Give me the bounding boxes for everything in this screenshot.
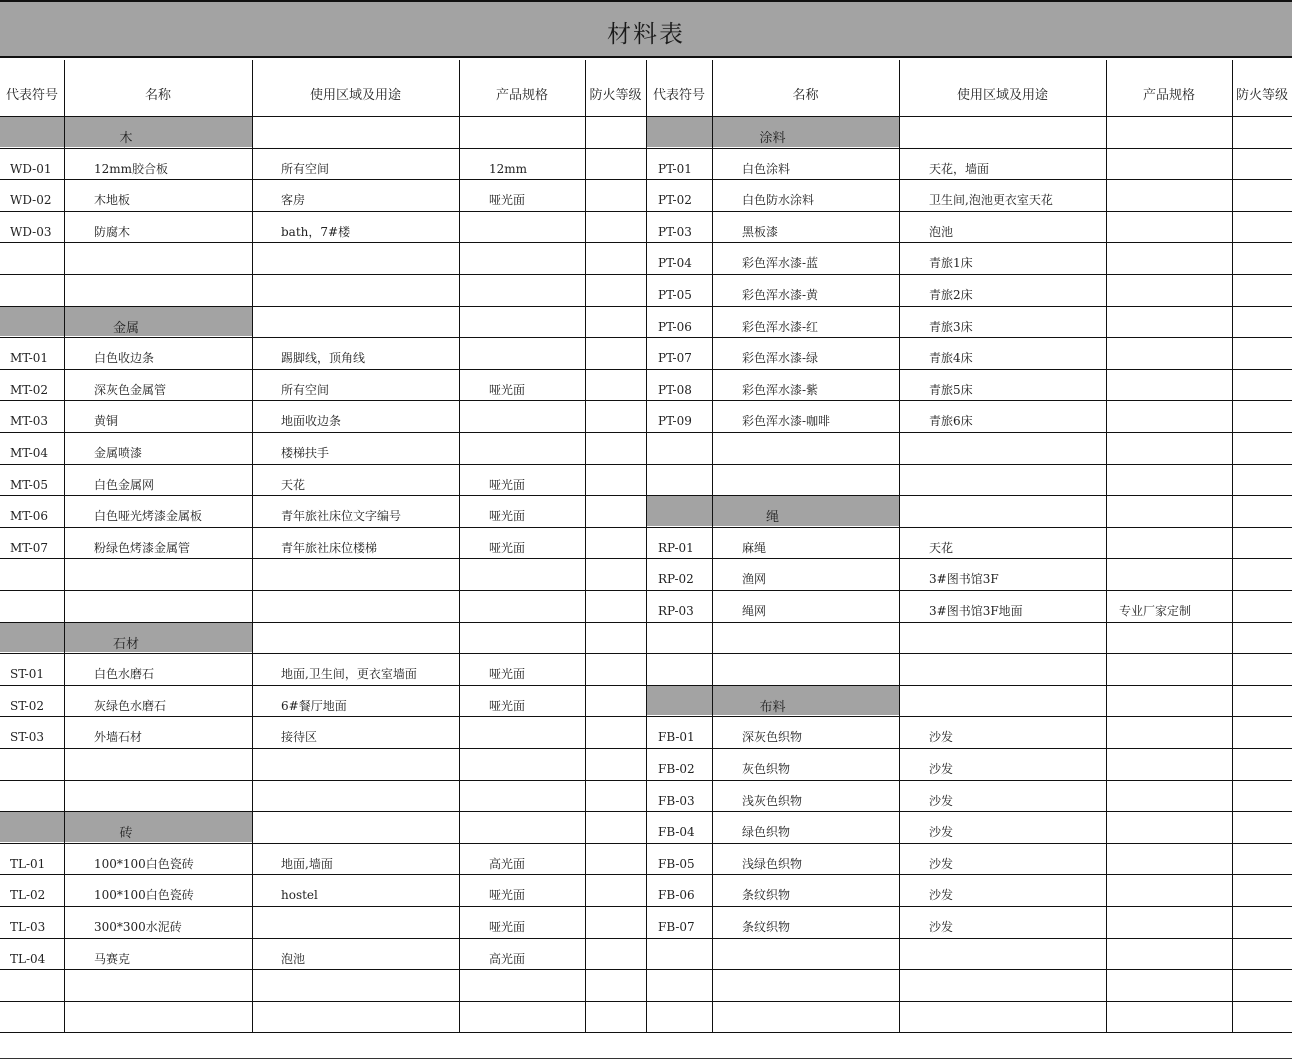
left-cell-code: MT-01	[10, 351, 49, 366]
left-cell-spec: 哑光面	[489, 667, 526, 682]
left-cell-spec	[489, 432, 581, 464]
right-cell-name: 彩色浑水漆-绿	[742, 351, 819, 366]
right-cell-area: 青旅3床	[929, 319, 973, 334]
right-cell-name: 麻绳	[742, 540, 767, 555]
left-cell-spec: 哑光面	[489, 540, 526, 555]
left-cell-name: 外墙石材	[94, 730, 143, 745]
right-cell-area: 天花，墙面	[929, 161, 990, 176]
right-section-header: 布料	[646, 686, 899, 716]
left-cell-spec: 哑光面	[489, 920, 526, 934]
right-cell-code: PT-02	[658, 193, 692, 208]
left-cell-name: 12mm胶合板	[94, 161, 169, 176]
right-cell-area: 3#图书馆3F	[929, 572, 999, 587]
right-cell-name: 彩色浑水漆-黄	[742, 288, 819, 302]
left-cell-code: WD-03	[10, 224, 52, 239]
right-header-1: 名称	[792, 88, 819, 103]
left-cell-name: 金属喷漆	[94, 446, 143, 460]
right-cell-spec	[1119, 780, 1228, 812]
right-cell-name: 绿色织物	[742, 825, 791, 840]
right-cell-code: PT-01	[658, 161, 692, 176]
left-cell-area: 地面,墙面	[281, 856, 333, 871]
left-cell-spec: 哑光面	[489, 698, 526, 713]
left-cell-spec: 哑光面	[489, 509, 526, 524]
right-header-0: 代表符号	[652, 88, 705, 103]
right-section-header: 涂料	[646, 117, 899, 147]
left-cell-area: 地面收边条	[281, 414, 342, 429]
left-cell-code: MT-03	[10, 414, 49, 429]
right-cell-area: 青旅2床	[929, 288, 973, 302]
left-cell-name: 白色水磨石	[94, 667, 155, 682]
right-cell-name: 条纹织物	[742, 888, 791, 903]
left-header-0: 代表符号	[5, 88, 58, 103]
left-section-header: 木	[0, 117, 252, 147]
right-cell-name: 灰色织物	[742, 762, 791, 776]
right-cell-spec	[1119, 369, 1228, 401]
column-divider	[899, 60, 900, 1032]
right-cell-code: FB-04	[658, 825, 695, 840]
right-cell-code: FB-01	[658, 730, 695, 745]
left-cell-name: 白色金属网	[94, 477, 155, 492]
column-divider	[1106, 60, 1107, 1032]
left-cell-name: 深灰色金属管	[94, 382, 167, 397]
left-cell-spec	[489, 400, 581, 432]
right-cell-code: FB-02	[658, 762, 695, 776]
right-cell-area: 沙发	[929, 888, 954, 903]
right-cell-name: 彩色浑水漆-蓝	[742, 256, 819, 271]
left-cell-name: 白色哑光烤漆金属板	[94, 509, 203, 524]
column-divider	[64, 60, 65, 1032]
left-cell-area: 客房	[281, 193, 306, 208]
column-divider	[585, 60, 586, 1032]
right-header-4: 防火等级	[1235, 88, 1288, 103]
left-cell-code: ST-03	[10, 730, 45, 745]
right-cell-name: 绳网	[742, 604, 767, 618]
left-cell-code: MT-07	[10, 540, 49, 555]
left-cell-area	[281, 906, 455, 938]
right-cell-name: 深灰色织物	[742, 730, 803, 745]
right-cell-spec	[1119, 906, 1228, 938]
right-cell-spec	[1119, 211, 1228, 243]
left-cell-name: 灰绿色水磨石	[94, 698, 167, 713]
right-cell-code: PT-09	[658, 414, 692, 429]
left-cell-area: hostel	[281, 888, 318, 903]
right-cell-area: 沙发	[929, 730, 954, 745]
left-cell-name: 100*100白色瓷砖	[94, 888, 194, 903]
left-cell-area: 青年旅社床位楼梯	[281, 540, 378, 555]
column-divider	[252, 60, 253, 1032]
right-cell-area: 3#图书馆3F地面	[929, 604, 1023, 618]
left-cell-name: 木地板	[94, 193, 131, 208]
left-cell-spec: 哑光面	[489, 193, 526, 208]
left-cell-code: MT-04	[10, 446, 49, 460]
right-cell-code: RP-02	[658, 572, 694, 587]
right-cell-spec: 专业厂家定制	[1119, 604, 1192, 618]
left-cell-area: 6#餐厅地面	[281, 698, 347, 713]
column-divider	[712, 60, 713, 1032]
left-header-4: 防火等级	[589, 88, 642, 103]
right-cell-name: 黑板漆	[742, 224, 779, 239]
right-cell-area: 青旅1床	[929, 256, 973, 271]
right-cell-code: FB-07	[658, 920, 695, 934]
left-cell-code: WD-02	[10, 193, 52, 208]
column-divider	[459, 60, 460, 1032]
left-header-3: 产品规格	[495, 88, 548, 103]
right-cell-spec	[1119, 527, 1228, 559]
right-cell-spec	[1119, 179, 1228, 211]
right-cell-name: 彩色浑水漆-紫	[742, 382, 819, 397]
right-cell-name: 白色防水涂料	[742, 193, 815, 208]
right-cell-spec	[1119, 748, 1228, 780]
right-cell-area: 沙发	[929, 920, 954, 934]
left-cell-area: 踢脚线，顶角线	[281, 351, 366, 366]
right-cell-name: 条纹织物	[742, 920, 791, 934]
right-cell-code: FB-05	[658, 856, 695, 871]
right-cell-name: 彩色浑水漆-咖啡	[742, 414, 831, 429]
left-cell-name: 白色收边条	[94, 351, 155, 366]
right-cell-spec	[1119, 306, 1228, 338]
right-cell-spec	[1119, 874, 1228, 906]
left-cell-spec	[489, 337, 581, 369]
left-cell-spec: 哑光面	[489, 888, 526, 903]
left-cell-area: 青年旅社床位文字编号	[281, 509, 402, 524]
right-header-3: 产品规格	[1142, 88, 1195, 103]
left-cell-spec	[489, 716, 581, 748]
left-cell-code: TL-02	[10, 888, 46, 903]
left-cell-name: 黄铜	[94, 414, 119, 429]
right-cell-code: PT-03	[658, 224, 692, 239]
right-cell-code: FB-06	[658, 888, 695, 903]
right-cell-area: 青旅4床	[929, 351, 973, 366]
left-cell-code: ST-01	[10, 667, 45, 682]
bottom-rule	[0, 1058, 1292, 1059]
right-cell-code: PT-08	[658, 382, 692, 397]
left-cell-area: 地面,卫生间，更衣室墙面	[281, 667, 417, 682]
right-cell-spec	[1119, 242, 1228, 274]
left-cell-spec: 高光面	[489, 856, 526, 871]
right-cell-area: 泡池	[929, 224, 954, 239]
left-cell-area: 楼梯扶手	[281, 446, 330, 460]
left-cell-code: MT-06	[10, 509, 49, 524]
right-cell-spec	[1119, 400, 1228, 432]
left-header-1: 名称	[144, 88, 171, 103]
right-header-2: 使用区域及用途	[956, 88, 1048, 103]
right-cell-area: 沙发	[929, 762, 954, 776]
right-cell-area: 青旅5床	[929, 382, 973, 397]
right-cell-area: 青旅6床	[929, 414, 973, 429]
right-cell-spec	[1119, 148, 1228, 180]
left-cell-area: 所有空间	[281, 382, 330, 397]
right-cell-spec	[1119, 716, 1228, 748]
right-cell-area: 沙发	[929, 825, 954, 840]
right-cell-area: 天花	[929, 540, 954, 555]
right-cell-spec	[1119, 843, 1228, 875]
left-cell-code: TL-03	[10, 920, 46, 934]
left-cell-name: 马赛克	[94, 951, 131, 966]
right-cell-area: 沙发	[929, 856, 954, 871]
right-cell-spec	[1119, 274, 1228, 306]
left-cell-name: 300*300水泥砖	[94, 920, 182, 934]
left-cell-name: 防腐木	[94, 224, 131, 239]
column-divider	[1232, 60, 1233, 1032]
right-cell-code: PT-04	[658, 256, 692, 271]
right-cell-code: PT-05	[658, 288, 692, 302]
right-section-header: 绳	[646, 496, 899, 526]
left-cell-area: 天花	[281, 477, 306, 492]
right-cell-area: 卫生间,泡池更衣室天花	[929, 193, 1053, 208]
right-cell-name: 彩色浑水漆-红	[742, 319, 819, 334]
left-header-2: 使用区域及用途	[309, 88, 401, 103]
left-cell-area: 所有空间	[281, 161, 330, 176]
left-cell-code: WD-01	[10, 161, 52, 176]
right-cell-name: 白色涂料	[742, 161, 791, 176]
right-cell-code: RP-03	[658, 604, 694, 618]
left-cell-area: 接待区	[281, 730, 318, 745]
left-cell-spec: 高光面	[489, 951, 526, 966]
left-cell-spec: 哑光面	[489, 477, 526, 492]
left-cell-name: 粉绿色烤漆金属管	[94, 540, 191, 555]
left-cell-spec: 哑光面	[489, 382, 526, 397]
left-section-header: 砖	[0, 812, 252, 842]
left-cell-code: TL-01	[10, 856, 46, 871]
page-title: 材料表	[607, 20, 685, 48]
right-cell-area: 沙发	[929, 793, 954, 808]
right-cell-name: 渔网	[742, 572, 767, 587]
left-cell-area: bath，7#楼	[281, 224, 351, 239]
left-cell-spec	[489, 211, 581, 243]
left-cell-area: 泡池	[281, 951, 306, 966]
right-cell-spec	[1119, 558, 1228, 590]
right-cell-code: PT-07	[658, 351, 692, 366]
right-cell-code: FB-03	[658, 793, 695, 808]
column-divider	[646, 60, 647, 1032]
left-cell-code: MT-05	[10, 477, 49, 492]
left-section-header: 石材	[0, 623, 252, 653]
left-cell-name: 100*100白色瓷砖	[94, 856, 194, 871]
right-cell-code: PT-06	[658, 319, 692, 334]
left-cell-code: MT-02	[10, 382, 49, 397]
left-section-header: 金属	[0, 307, 252, 337]
right-cell-spec	[1119, 337, 1228, 369]
left-cell-code: ST-02	[10, 698, 45, 713]
right-cell-name: 浅灰色织物	[742, 793, 803, 808]
right-cell-code: RP-01	[658, 540, 694, 555]
right-cell-spec	[1119, 811, 1228, 843]
left-cell-code: TL-04	[10, 951, 46, 966]
right-cell-name: 浅绿色织物	[742, 856, 803, 871]
left-cell-spec: 12mm	[489, 161, 528, 176]
